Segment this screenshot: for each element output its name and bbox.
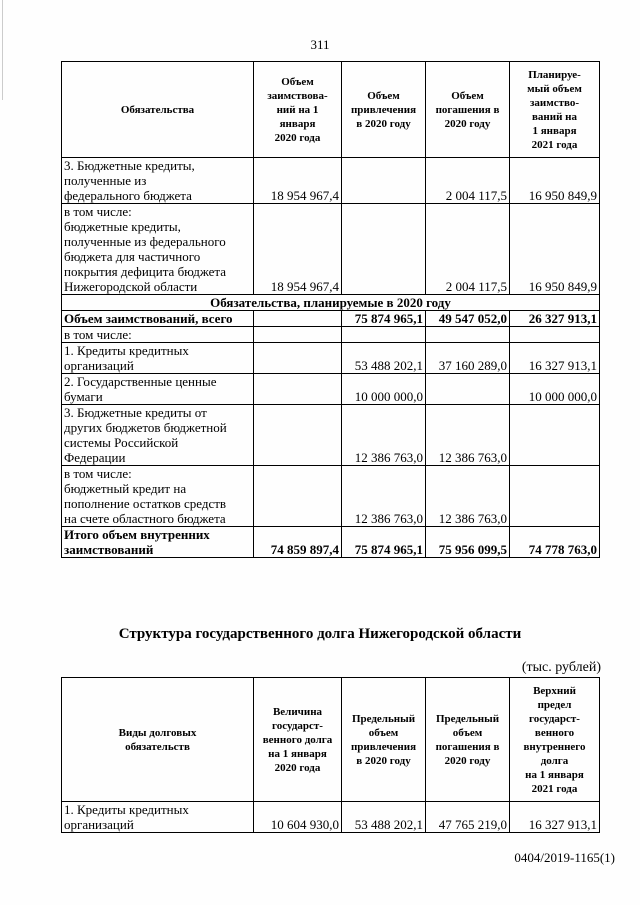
column-header: Обязательства (62, 62, 254, 158)
cell-value (254, 374, 342, 405)
row-label: в том числе: (62, 327, 254, 343)
cell-value: 53 488 202,1 (342, 343, 426, 374)
column-header: Предельный объем погашения в 2020 году (426, 678, 510, 802)
debt-structure-table (61, 677, 600, 833)
table-row (62, 466, 600, 527)
cell-value (426, 374, 510, 405)
cell-value: 37 160 289,0 (426, 343, 510, 374)
table-row (62, 158, 600, 204)
row-label: 3. Бюджетные кредиты от других бюджетов бюджетной системы Российской Федерации (62, 405, 254, 466)
table-header-row (62, 62, 600, 158)
cell-value: 12 386 763,0 (342, 466, 426, 527)
row-label: 1. Кредиты кредитных организаций (62, 343, 254, 374)
cell-value: 74 859 897,4 (254, 527, 342, 558)
cell-value: 16 327 913,1 (510, 802, 600, 833)
table-row (62, 405, 600, 466)
column-header: Объем заимствова- ний на 1 января 2020 года (254, 62, 342, 158)
cell-value: 2 004 117,5 (426, 158, 510, 204)
column-header: Планируе- мый объем заимство- ваний на 1 января 2021 года (510, 62, 600, 158)
cell-value: 18 954 967,4 (254, 204, 342, 295)
cell-value: 75 874 965,1 (342, 527, 426, 558)
cell-value: 75 956 099,5 (426, 527, 510, 558)
units-label: (тыс. рублей) (521, 660, 601, 675)
cell-value (342, 204, 426, 295)
page-number: 311 (310, 37, 330, 52)
row-label: 3. Бюджетные кредиты, полученные из федерального бюджета (62, 158, 254, 204)
cell-value (254, 311, 342, 327)
cell-value: 12 386 763,0 (426, 405, 510, 466)
cell-value: 12 386 763,0 (426, 466, 510, 527)
cell-value: 16 327 913,1 (510, 343, 600, 374)
column-header: Величина государст- венного долга на 1 января 2020 года (254, 678, 342, 802)
cell-value: 12 386 763,0 (342, 405, 426, 466)
table-row (62, 343, 600, 374)
cell-value: 10 604 930,0 (254, 802, 342, 833)
table-row (62, 204, 600, 295)
row-label: в том числе: бюджетный кредит на пополнение остатков средств на счете областного бюджета (62, 466, 254, 527)
column-header: Объем погашения в 2020 году (426, 62, 510, 158)
row-label: Объем заимствований, всего (62, 311, 254, 327)
cell-value: 75 874 965,1 (342, 311, 426, 327)
cell-value: 10 000 000,0 (342, 374, 426, 405)
cell-value (254, 327, 342, 343)
table-row (62, 311, 600, 327)
borrowings-table (61, 61, 600, 558)
cell-value: 16 950 849,9 (510, 204, 600, 295)
table-row (62, 802, 600, 833)
cell-value (254, 405, 342, 466)
section-heading: Структура государственного долга Нижегородской области (118, 626, 522, 642)
row-label: 2. Государственные ценные бумаги (62, 374, 254, 405)
cell-value: 49 547 052,0 (426, 311, 510, 327)
cell-value: 10 000 000,0 (510, 374, 600, 405)
cell-value (510, 327, 600, 343)
cell-value (254, 466, 342, 527)
section-title: Обязательства, планируемые в 2020 году (62, 295, 600, 311)
cell-value: 47 765 219,0 (426, 802, 510, 833)
row-label: 1. Кредиты кредитных организаций (62, 802, 254, 833)
cell-value: 2 004 117,5 (426, 204, 510, 295)
cell-value (510, 466, 600, 527)
table-total-row (62, 527, 600, 558)
section-row (62, 295, 600, 311)
column-header: Виды долговых обязательств (62, 678, 254, 802)
cell-value (254, 343, 342, 374)
document-code: 0404/2019-1165(1) (514, 850, 615, 865)
cell-value (510, 405, 600, 466)
cell-value: 74 778 763,0 (510, 527, 600, 558)
table-header-row (62, 678, 600, 802)
column-header: Объем привлечения в 2020 году (342, 62, 426, 158)
cell-value: 18 954 967,4 (254, 158, 342, 204)
cell-value (342, 158, 426, 204)
cell-value: 16 950 849,9 (510, 158, 600, 204)
cell-value: 26 327 913,1 (510, 311, 600, 327)
table-row (62, 327, 600, 343)
row-label: в том числе: бюджетные кредиты, полученные из федерального бюджета для частичного покрытия дефицита бюджета Нижегородской области (62, 204, 254, 295)
table-row (62, 374, 600, 405)
column-header: Предельный объем привлечения в 2020 году (342, 678, 426, 802)
cell-value: 53 488 202,1 (342, 802, 426, 833)
cell-value (342, 327, 426, 343)
cell-value (426, 327, 510, 343)
row-label: Итого объем внутренних заимствований (62, 527, 254, 558)
column-header: Верхний предел государст- венного внутреннего долга на 1 января 2021 года (510, 678, 600, 802)
